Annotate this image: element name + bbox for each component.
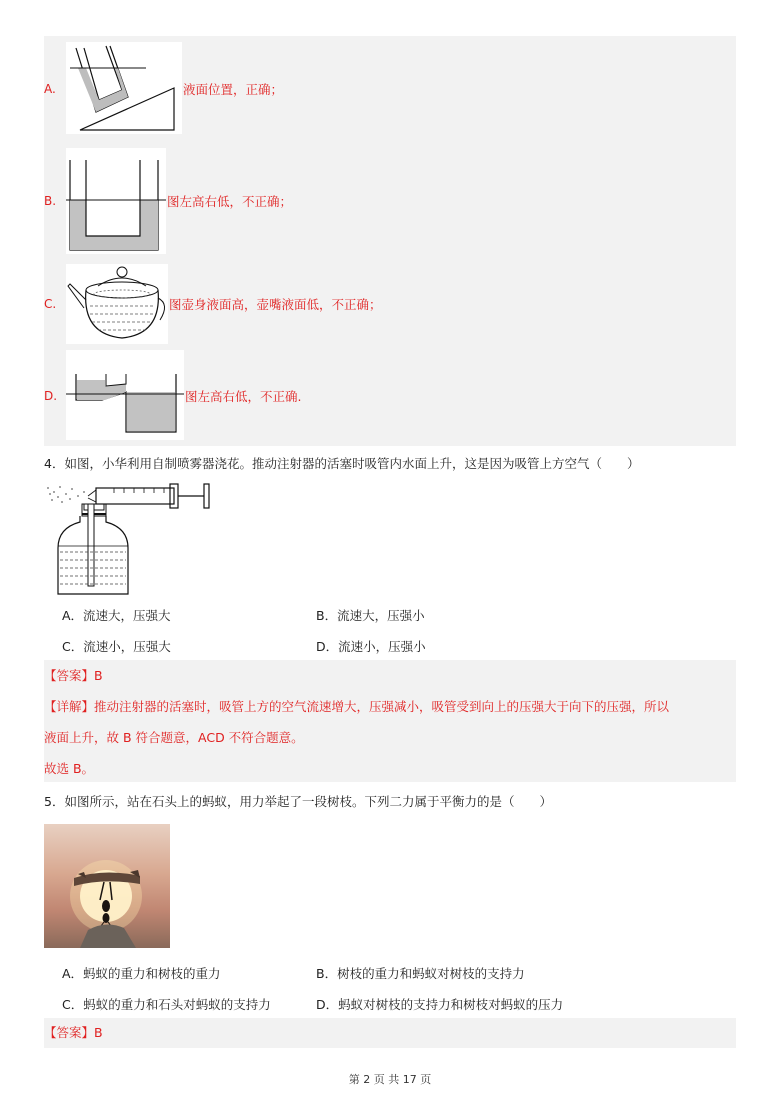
question-5-stem: 5．如图所示，站在石头上的蚂蚁，用力举起了一段树枝。下列二力属于平衡力的是（ ） bbox=[44, 794, 552, 809]
figure-b-u-tube bbox=[66, 148, 166, 254]
option-b-letter: B. bbox=[44, 194, 57, 208]
photo-ant-holding-twig bbox=[44, 824, 170, 948]
q4-choice-c: C．流速小，压强大 bbox=[62, 639, 171, 654]
q5-choice-a: A．蚂蚁的重力和树枝的重力 bbox=[62, 966, 221, 981]
q4-answer-block bbox=[44, 660, 736, 782]
q4-detail-line1: 【详解】推动注射器的活塞时，吸管上方的空气流速增大，压强减小，吸管受到向上的压强大于向下的压强，所以 bbox=[44, 699, 670, 714]
option-d-letter: D. bbox=[44, 389, 58, 403]
q4-choice-a: A．流速大，压强大 bbox=[62, 608, 171, 623]
q4-choice-b: B．流速大，压强小 bbox=[316, 608, 425, 623]
option-a-text: 液面位置，正确； bbox=[183, 82, 284, 97]
figure-c-teapot bbox=[66, 264, 168, 344]
q5-choice-b: B．树枝的重力和蚂蚁对树枝的支持力 bbox=[316, 966, 525, 981]
q4-answer: 【答案】B bbox=[44, 668, 103, 683]
q4-choice-d: D．流速小，压强小 bbox=[316, 639, 426, 654]
figure-q4-sprayer bbox=[44, 478, 214, 598]
option-c-text: 图壶身液面高，壶嘴液面低，不正确； bbox=[169, 297, 382, 312]
option-c-letter: C. bbox=[44, 297, 57, 311]
question-4-stem: 4．如图，小华利用自制喷雾器浇花。推动注射器的活塞时吸管内水面上升，这是因为吸管上方空气（ ） bbox=[44, 456, 640, 471]
option-a-letter: A. bbox=[44, 82, 56, 96]
figure-a-inclined-tube bbox=[66, 42, 182, 134]
q5-answer: 【答案】B bbox=[44, 1025, 103, 1040]
q5-choice-c: C．蚂蚁的重力和石头对蚂蚁的支持力 bbox=[62, 997, 271, 1012]
option-b-text: 图左高右低，不正确； bbox=[167, 194, 293, 209]
option-d-text: 图左高右低，不正确. bbox=[185, 389, 302, 404]
figure-d-connected-vessels bbox=[66, 350, 184, 440]
q5-choice-d: D．蚂蚁对树枝的支持力和树枝对蚂蚁的压力 bbox=[316, 997, 564, 1012]
q5-answer-block bbox=[44, 1018, 736, 1048]
page-footer: 第 2 页 共 17 页 bbox=[348, 1073, 432, 1086]
q4-conclusion: 故选 B。 bbox=[44, 761, 95, 776]
q4-detail-line2: 液面上升，故 B 符合题意，ACD 不符合题意。 bbox=[44, 730, 304, 745]
